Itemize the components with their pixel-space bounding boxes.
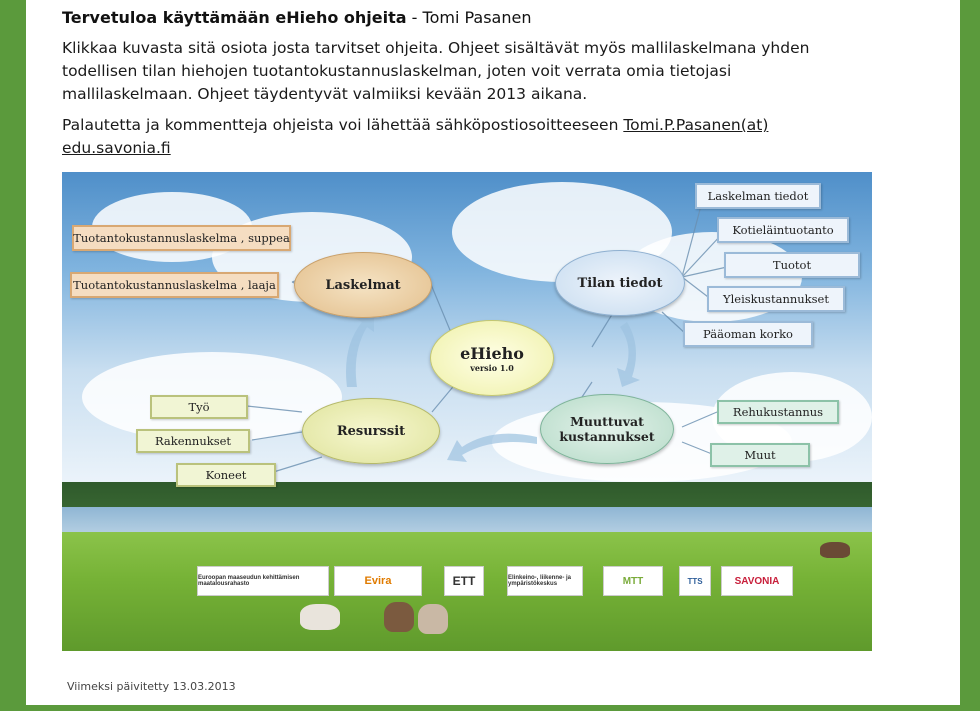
kotielaintuotanto-box[interactable]: Kotieläintuotanto bbox=[717, 217, 849, 243]
feedback-paragraph bbox=[62, 114, 862, 160]
muut-box[interactable]: Muut bbox=[710, 443, 810, 467]
rehukustannus-box[interactable]: Rehukustannus bbox=[717, 400, 839, 424]
last-updated: Viimeksi päivitetty 13.03.2013 bbox=[67, 680, 236, 693]
laskelman-tiedot-box[interactable]: Laskelman tiedot bbox=[695, 183, 821, 209]
ehieho-center-bubble[interactable] bbox=[430, 320, 554, 396]
tyo-box[interactable]: Työ bbox=[150, 395, 248, 419]
evira-logo: Evira bbox=[334, 566, 422, 596]
rakennukset-box[interactable]: Rakennukset bbox=[136, 429, 250, 453]
cow-image bbox=[384, 602, 414, 632]
page-title bbox=[62, 7, 922, 29]
tts-logo: TTS bbox=[679, 566, 711, 596]
resurssit-bubble[interactable]: Resurssit bbox=[302, 398, 440, 464]
email-line-1: Tomi.P.Pasanen(at) bbox=[623, 116, 769, 134]
tilan-tiedot-bubble[interactable]: Tilan tiedot bbox=[555, 250, 685, 316]
email-line-2: edu.savonia.fi bbox=[62, 139, 171, 157]
muuttuvat-kustannukset-bubble[interactable]: Muuttuvat kustannukset bbox=[540, 394, 674, 464]
laskelmat-bubble[interactable]: Laskelmat bbox=[294, 252, 432, 318]
center-version: versio 1.0 bbox=[470, 362, 514, 373]
ehieho-image-map[interactable] bbox=[62, 172, 872, 651]
center-title: eHieho bbox=[460, 343, 524, 363]
cow-image bbox=[820, 542, 850, 558]
laaja-laskelma-box[interactable]: Tuotantokustannuslaskelma , laaja bbox=[70, 272, 279, 298]
koneet-box[interactable]: Koneet bbox=[176, 463, 276, 487]
savonia-logo: SAVONIA bbox=[721, 566, 793, 596]
ely-logo: Elinkeino-, liikenne- ja ympäristökeskus bbox=[507, 566, 583, 596]
tuotot-box[interactable]: Tuotot bbox=[724, 252, 860, 278]
suppea-laskelma-box[interactable]: Tuotantokustannuslaskelma , suppea bbox=[72, 225, 291, 251]
page-title-author: - Tomi Pasanen bbox=[406, 8, 532, 27]
ett-logo: ETT bbox=[444, 566, 484, 596]
eu-logo: Euroopan maaseudun kehittämisen maatalousrahasto bbox=[197, 566, 329, 596]
paaoman-korko-box[interactable]: Pääoman korko bbox=[683, 321, 813, 347]
cow-image bbox=[418, 604, 448, 634]
feedback-text: Palautetta ja kommentteja ohjeista voi lähettää sähköpostiosoitteeseen bbox=[62, 116, 624, 134]
cow-image bbox=[300, 604, 340, 630]
page-title-bold: Tervetuloa käyttämään eHieho ohjeita bbox=[62, 8, 407, 27]
yleiskustannukset-box[interactable]: Yleiskustannukset bbox=[707, 286, 845, 312]
mtt-logo: MTT bbox=[603, 566, 663, 596]
content-area bbox=[62, 0, 922, 160]
intro-paragraph: Klikkaa kuvasta sitä osiota josta tarvitset ohjeita. Ohjeet sisältävät myös mallilaskelmana yhden todellisen tilan hiehojen tuotantokustannuslaskelman, joten voit verrata omia tietojasi mallilaskelmaan. Ohjeet täydentyvät valmiiksi kevään 2013 aikana. bbox=[62, 39, 810, 103]
partner-logos bbox=[197, 566, 797, 596]
